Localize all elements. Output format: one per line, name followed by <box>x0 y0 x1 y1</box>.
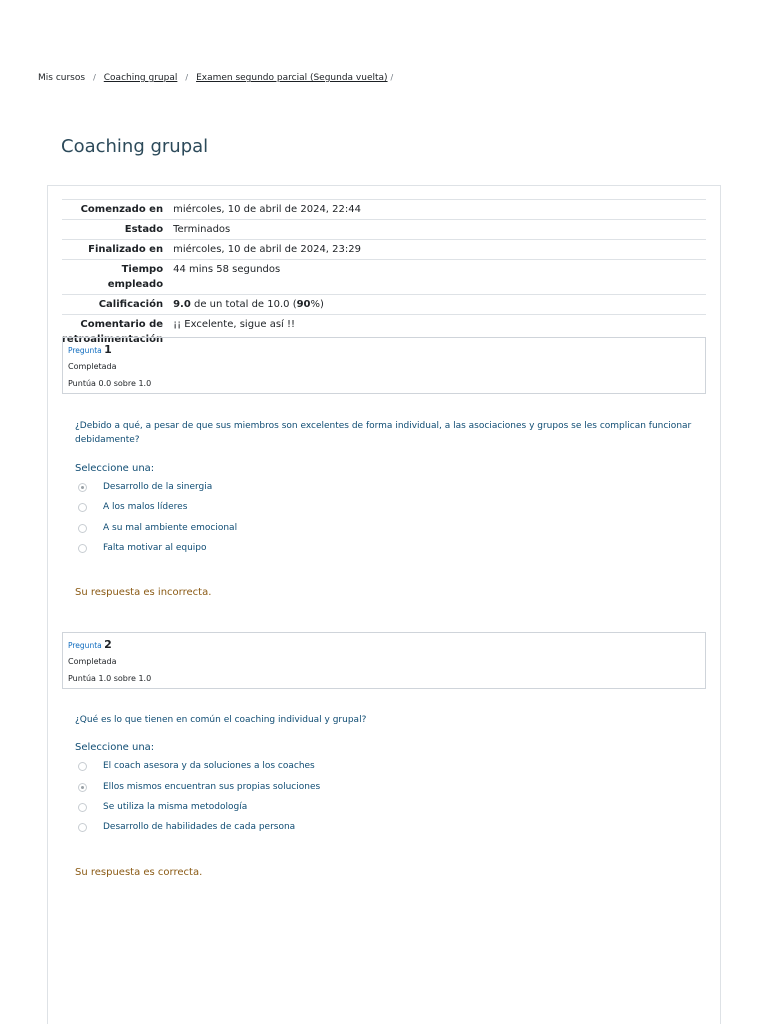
attempt-summary-table <box>62 199 706 349</box>
finished-value: miércoles, 10 de abril de 2024, 23:29 <box>173 244 361 255</box>
answer-label: Falta motivar al equipo <box>103 543 207 553</box>
feedback-value: ¡¡ Excelente, sigue así !! <box>173 319 296 330</box>
feedback-label-line1: Comentario de <box>80 319 164 330</box>
page-title: Coaching grupal <box>61 136 209 157</box>
answer-label: Ellos mismos encuentran sus propias soluciones <box>103 782 321 792</box>
question-number: 1 <box>104 343 112 356</box>
grade-value <box>169 295 706 315</box>
answer-label: Desarrollo de la sinergia <box>103 482 213 492</box>
question-label: Pregunta <box>68 641 102 650</box>
radio-selected-icon[interactable] <box>78 783 87 792</box>
answer-option[interactable] <box>78 800 247 814</box>
radio-icon[interactable] <box>78 803 87 812</box>
summary-row-finished <box>62 240 706 260</box>
answer-feedback: Su respuesta es incorrecta. <box>75 587 212 598</box>
answer-option[interactable] <box>78 780 320 794</box>
summary-row-time <box>62 260 706 295</box>
answer-label: A su mal ambiente emocional <box>103 523 238 533</box>
answer-prompt: Seleccione una: <box>75 742 155 753</box>
started-value: miércoles, 10 de abril de 2024, 22:44 <box>173 204 361 215</box>
question-state: Completada <box>68 657 117 666</box>
radio-icon[interactable] <box>78 503 87 512</box>
question-state: Completada <box>68 362 117 371</box>
state-label: Estado <box>124 224 164 235</box>
answer-option[interactable] <box>78 480 212 494</box>
answer-feedback: Su respuesta es correcta. <box>75 867 203 878</box>
grade-percent: 90 <box>296 299 311 310</box>
question-number-line <box>68 343 700 358</box>
radio-icon[interactable] <box>78 823 87 832</box>
finished-label: Finalizado en <box>88 244 164 255</box>
breadcrumb-separator: / <box>185 73 189 82</box>
answer-label: Se utiliza la misma metodología <box>103 802 248 812</box>
radio-icon[interactable] <box>78 544 87 553</box>
time-value: 44 mins 58 segundos <box>173 264 281 275</box>
question-text: ¿Qué es lo que tienen en común el coaching individual y grupal? <box>75 715 367 725</box>
answer-prompt: Seleccione una: <box>75 463 155 474</box>
grade-end: %) <box>310 299 324 310</box>
question-info-box <box>62 337 706 394</box>
answer-option[interactable] <box>78 820 295 834</box>
radio-icon[interactable] <box>78 762 87 771</box>
feedback-label-line2: retroalimentación <box>62 334 164 345</box>
breadcrumb-course-link[interactable]: Coaching grupal <box>103 73 178 83</box>
breadcrumb-my-courses[interactable]: Mis cursos <box>38 73 86 83</box>
answer-option[interactable] <box>78 541 207 555</box>
radio-icon[interactable] <box>78 524 87 533</box>
time-label <box>62 260 169 295</box>
summary-row-grade <box>62 295 706 315</box>
grade-score: 9.0 <box>173 299 191 310</box>
answer-label: A los malos líderes <box>103 502 188 512</box>
answer-option[interactable] <box>78 521 237 535</box>
started-label: Comenzado en <box>80 204 164 215</box>
answer-label: Desarrollo de habilidades de cada persona <box>103 822 296 832</box>
time-label-line2: empleado <box>107 279 164 290</box>
radio-selected-icon[interactable] <box>78 483 87 492</box>
breadcrumb <box>38 73 393 83</box>
question-number: 2 <box>104 638 112 651</box>
breadcrumb-separator: / <box>93 73 96 82</box>
question-number-line <box>68 638 700 653</box>
question-text: ¿Debido a qué, a pesar de que sus miembros son excelentes de forma individual, a las asociaciones y grupos se les complican funcionar debidamente? <box>75 421 692 445</box>
grade-middle: de un total de 10.0 ( <box>190 299 297 310</box>
answer-label: El coach asesora y da soluciones a los coaches <box>103 761 315 771</box>
breadcrumb-separator: / <box>390 73 394 82</box>
summary-row-state <box>62 220 706 240</box>
time-label-line1: Tiempo <box>121 264 164 275</box>
breadcrumb-quiz-link[interactable]: Examen segundo parcial (Segunda vuelta) <box>196 73 388 83</box>
summary-row-started <box>62 200 706 220</box>
answer-option[interactable] <box>78 500 187 514</box>
state-value: Terminados <box>173 224 231 235</box>
question-grade: Puntúa 1.0 sobre 1.0 <box>68 674 152 683</box>
answer-option[interactable] <box>78 759 315 773</box>
question-grade: Puntúa 0.0 sobre 1.0 <box>68 379 152 388</box>
grade-label: Calificación <box>98 299 164 310</box>
question-info-box <box>62 632 706 689</box>
question-label: Pregunta <box>68 346 102 355</box>
